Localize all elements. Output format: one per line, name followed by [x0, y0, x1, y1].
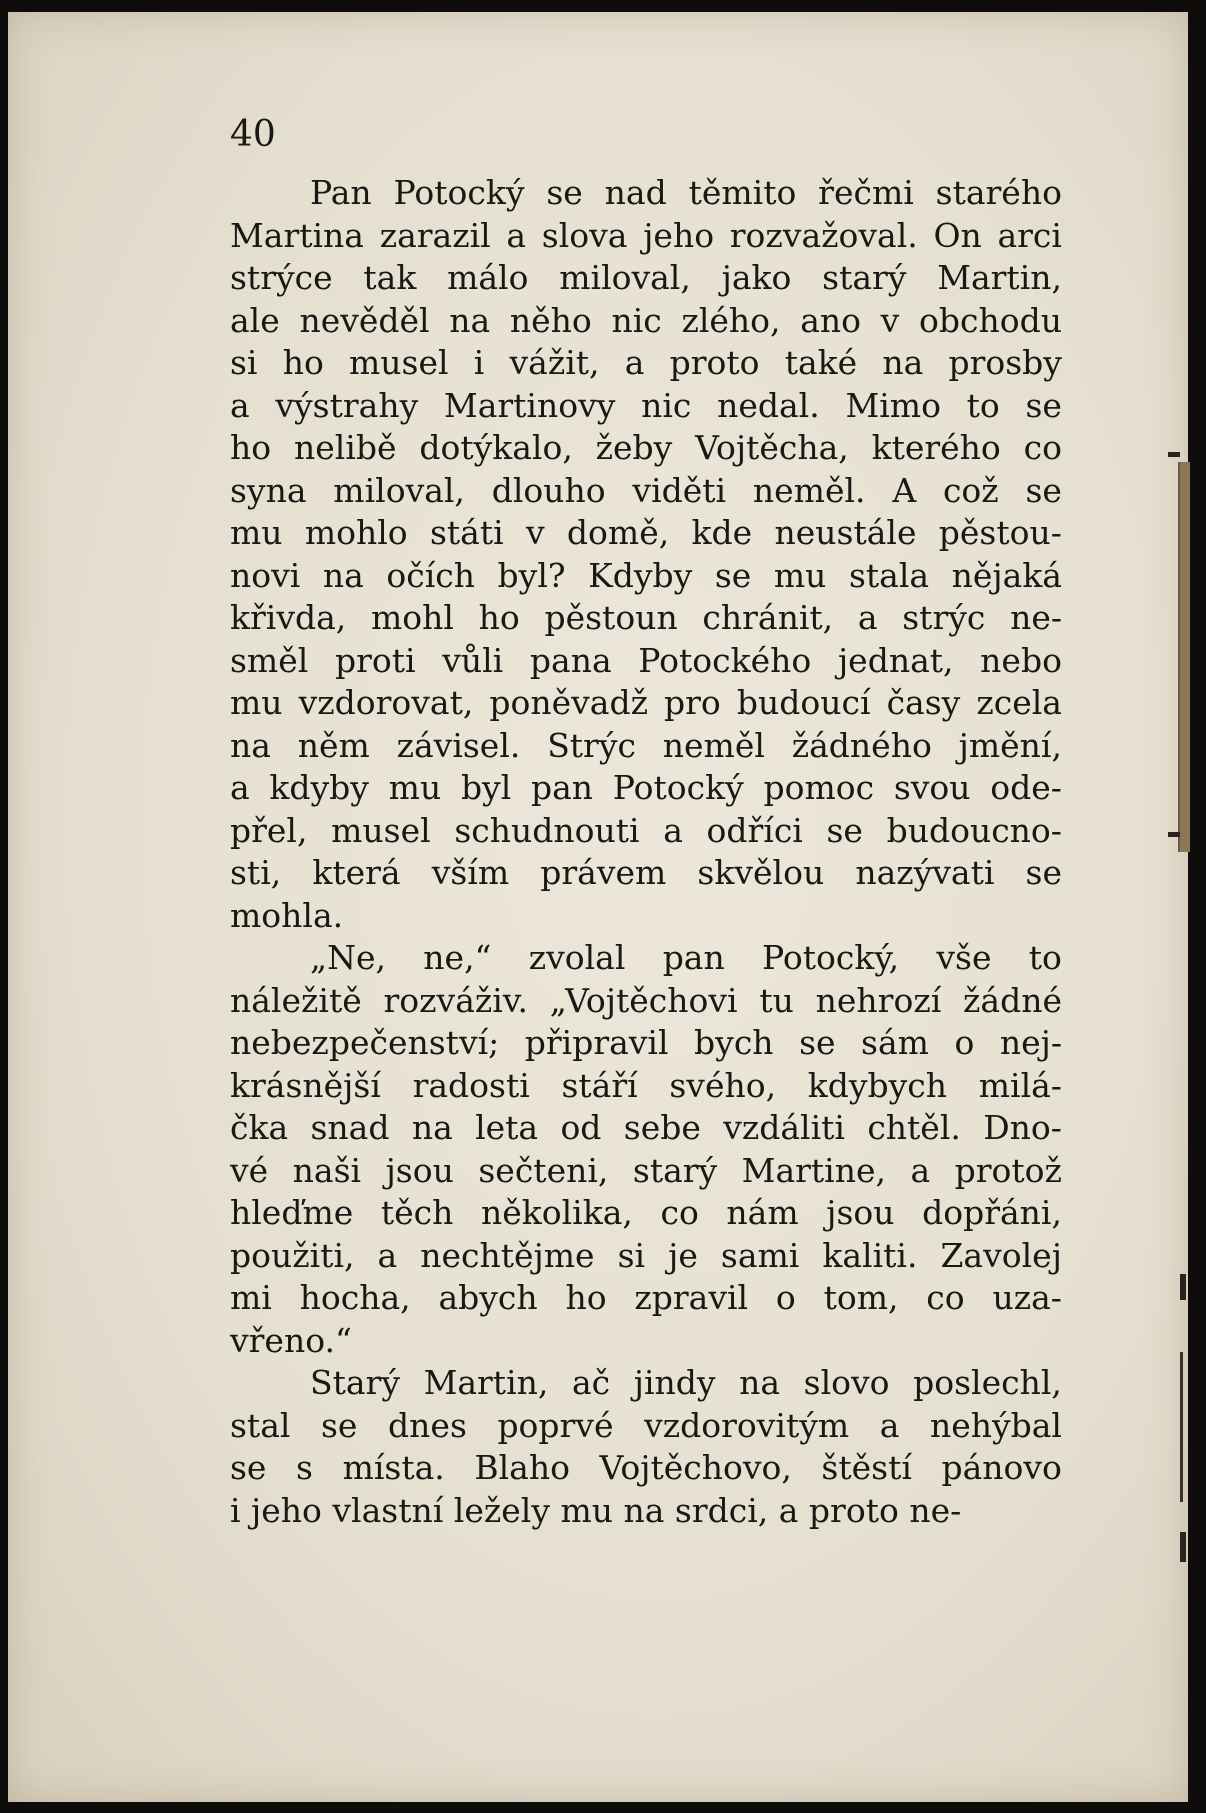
- text-line: sti, která vším právem skvělou nazývati se: [230, 853, 1062, 892]
- text-line: krásnější radosti stáří svého, kdybych milá-: [230, 1065, 1062, 1105]
- text-line: i jeho vlastní ležely mu na srdci, a proto ne-: [230, 1490, 962, 1530]
- binding-mark: [1168, 452, 1180, 457]
- text-line: Starý Martin, ač jindy na slovo poslechl,: [310, 1363, 1062, 1402]
- binding-mark: [1180, 1532, 1186, 1562]
- binding-mark: [1168, 832, 1180, 837]
- text-line: ale nevěděl na něho nic zlého, ano v obchodu: [230, 300, 1062, 340]
- book-page: [8, 12, 1188, 1802]
- text-line: přel, musel schudnouti a odříci se budoucno-: [230, 810, 1062, 850]
- text-line: Pan Potocký se nad těmito řečmi starého: [310, 173, 1062, 212]
- binding-mark: [1180, 1352, 1183, 1502]
- text-line: syna miloval, dlouho viděti neměl. A což se: [230, 470, 1062, 510]
- text-line: mu mohlo státi v domě, kde neustále pěstou-: [230, 513, 1062, 552]
- text-line: a kdyby mu byl pan Potocký pomoc svou ode-: [230, 768, 1062, 807]
- text-line: mohla.: [230, 895, 344, 935]
- text-line: mu vzdorovat, poněvadž pro budoucí časy zcela: [230, 683, 1062, 722]
- text-line: křivda, mohl ho pěstoun chránit, a strýc ne-: [230, 598, 1062, 637]
- text-line: nebezpečenství; připravil bych se sám o nej-: [230, 1023, 1062, 1062]
- binding-mark: [1180, 1274, 1186, 1300]
- binding-edge: [1178, 462, 1190, 852]
- text-line: mi hocha, abych ho zpravil o tom, co uza-: [230, 1278, 1062, 1317]
- text-line: směl proti vůli pana Potockého jednat, nebo: [230, 640, 1062, 680]
- text-line: čka snad na leta od sebe vzdáliti chtěl. Dno-: [230, 1108, 1062, 1147]
- text-line: vřeno.“: [230, 1320, 352, 1360]
- text-line: „Ne, ne,“ zvolal pan Potocký, vše to: [310, 938, 1062, 977]
- text-line: hleďme těch několika, co nám jsou dopřáni,: [230, 1193, 1062, 1232]
- text-line: použiti, a nechtějme si je sami kaliti. Zavolej: [230, 1235, 1062, 1275]
- body-text: [230, 172, 1062, 1532]
- text-line: a výstrahy Martinovy nic nedal. Mimo to se: [230, 385, 1062, 425]
- page-number: 40: [230, 114, 276, 155]
- text-line: vé naši jsou sečteni, starý Martine, a protož: [230, 1150, 1062, 1190]
- text-line: ho nelibě dotýkalo, žeby Vojtěcha, kterého co: [230, 428, 1062, 467]
- text-line: novi na očích byl? Kdyby se mu stala nějaká: [230, 555, 1062, 595]
- text-line: se s místa. Blaho Vojtěchovo, štěstí pánovo: [230, 1448, 1062, 1487]
- text-line: Martina zarazil a slova jeho rozvažoval. On arci: [230, 215, 1062, 255]
- text-line: náležitě rozváživ. „Vojtěchovi tu nehrozí žádné: [230, 980, 1062, 1020]
- text-line: si ho musel i vážit, a proto také na prosby: [230, 343, 1062, 382]
- text-line: stal se dnes poprvé vzdorovitým a nehýbal: [230, 1405, 1062, 1445]
- text-line: na něm závisel. Strýc neměl žádného jmění,: [230, 725, 1062, 765]
- text-line: strýce tak málo miloval, jako starý Martin,: [230, 258, 1062, 297]
